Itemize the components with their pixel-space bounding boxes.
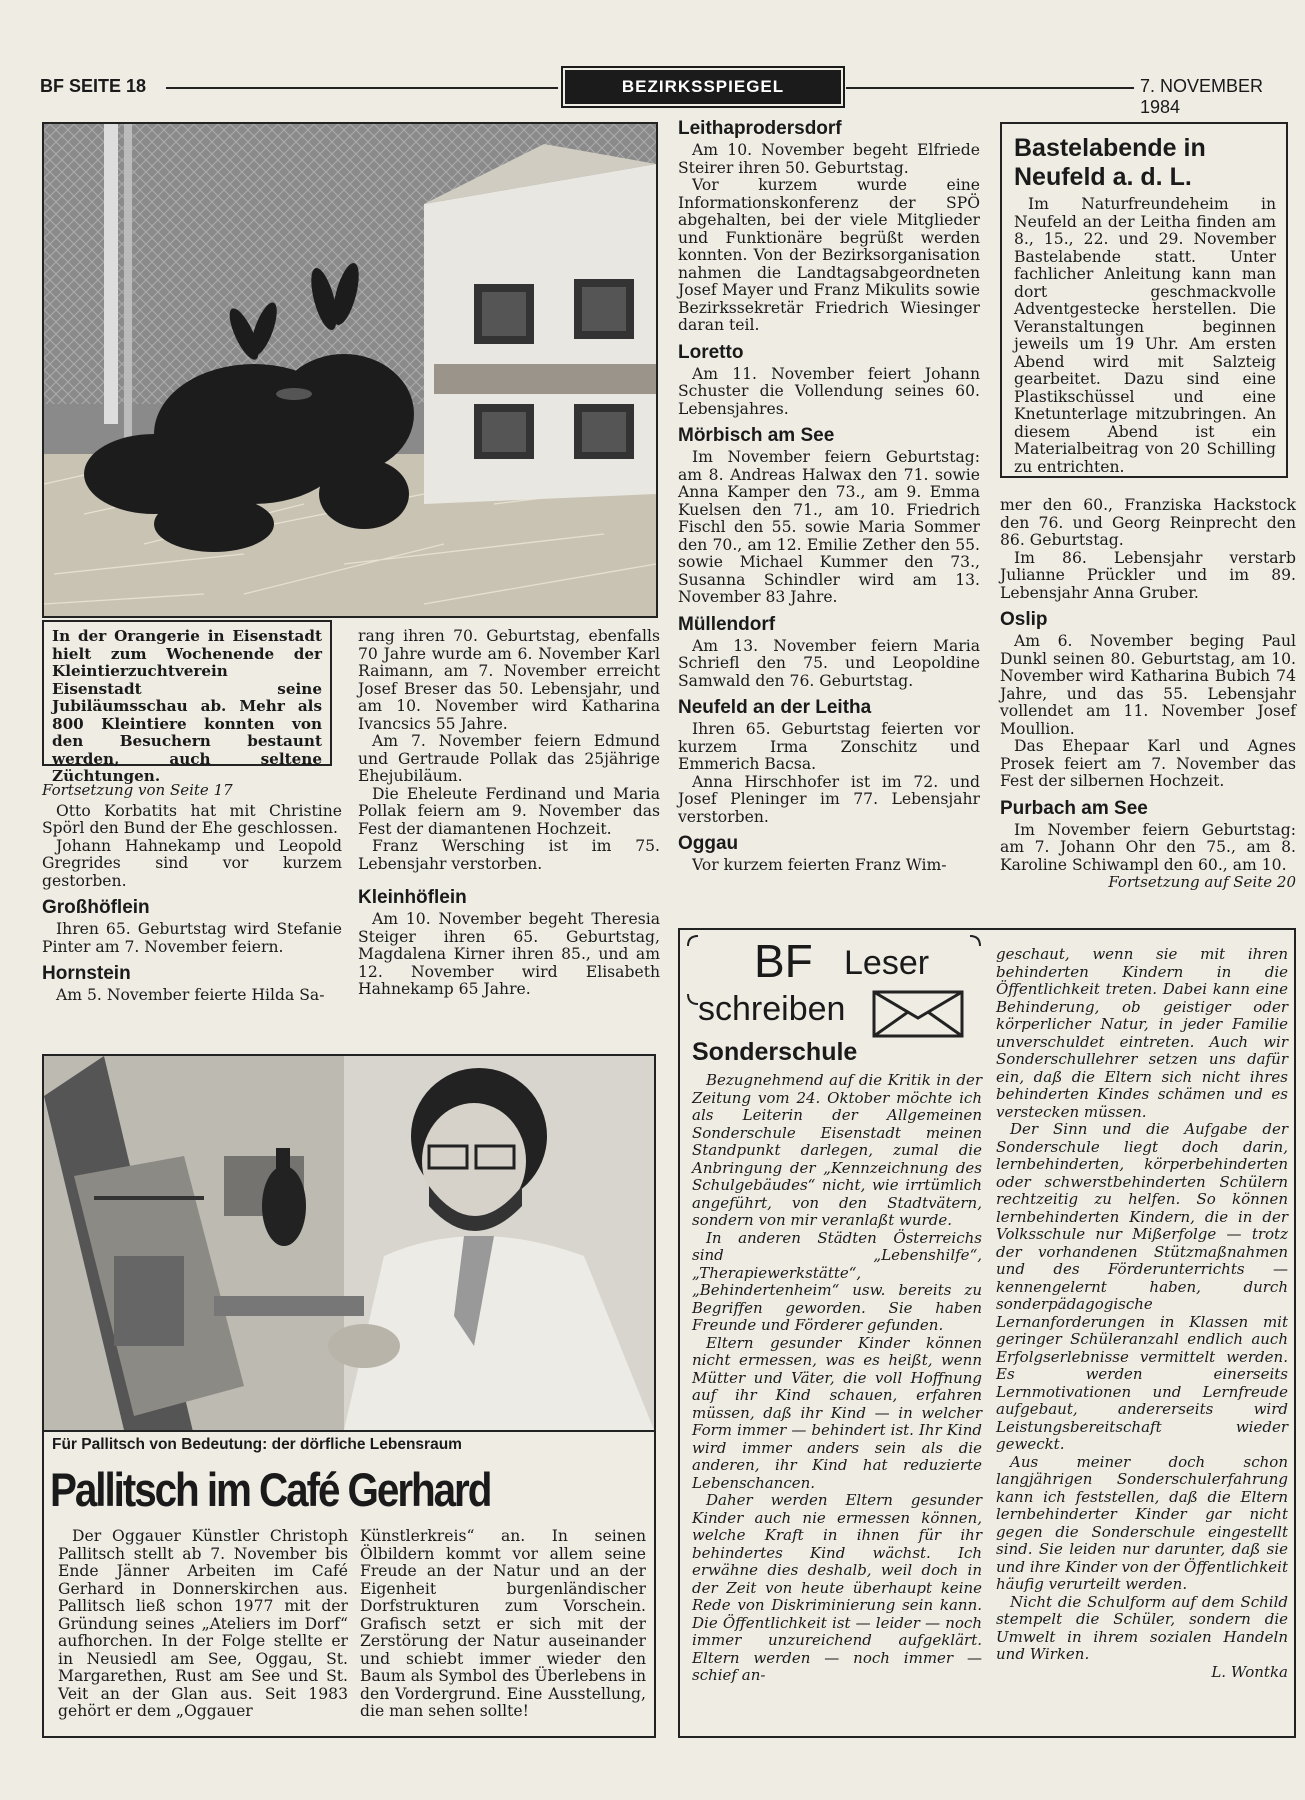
leserbrief-paragraph: geschaut, wenn sie mit ihren behinderten Kindern in die Öffentlichkeit treten. Dabei kann eine Behinderung, ob geistiger oder körperlicher Natur, in jeder Familie unverschuldet eintreten. Auch wir Sonderschullehrer setzen uns dafür ein, daß die Eltern sich nicht ihres behinderten Kindes schämen und es verstecken müssen. (996, 945, 1288, 1121)
col1-paragraph: Otto Korbatits hat mit Christine Spörl den Bund der Ehe geschlossen. (42, 801, 342, 837)
col2-paragraph: Am 10. November begeht Theresia Steiger ihren 65. Geburtstag, Magdalena Kirner ihren 85., und am 12. November wird Elisabeth Hahnekamp 65 Jahre. (358, 910, 660, 998)
leser-schreiben-logo (684, 934, 984, 1042)
col4-paragraph: Das Ehepaar Karl und Agnes Prosek feiert am 7. November das Fest der silbernen Hochzeit. (1000, 737, 1296, 790)
col1-paragraph: Johann Hahnekamp und Leopold Gregrides sind vor kurzem gestorben. (42, 836, 342, 890)
logo-bf: BF (754, 935, 813, 987)
page-number: BF SEITE 18 (40, 76, 147, 96)
heading-oggau: Oggau (678, 833, 739, 854)
col4-paragraph: mer den 60., Franziska Hackstock den 76. und Georg Reinprecht den 86. Geburtstag. (1000, 496, 1296, 549)
leserbrief-signature: L. Wontka (1211, 1662, 1288, 1681)
continued-from: Fortsetzung von Seite 17 (42, 781, 233, 799)
header-rule-right (846, 87, 1134, 89)
col3-paragraph: Vor kurzem feierten Franz Wim- (692, 856, 947, 874)
col2-paragraph: Am 7. November feiern Edmund und Gertraude Pollak das 25jährige Ehejubiläum. (358, 732, 660, 785)
leserbrief-paragraph: Eltern gesunder Kinder können nicht ermessen, was es heißt, wenn Mütter und Väter, die voll Hoffnung auf ihr Kind schauen, erfahren müssen, daß ihr Kind — in welcher Form immer — behindert ist. Ihr Kind wird immer anders sein als die anderen, ihr Kind hat reduzierte Lebenschancen. (692, 1333, 982, 1492)
heading-neufeld: Neufeld an der Leitha (678, 697, 872, 718)
col3-paragraph: Am 10. November begeht Elfriede Steirer ihren 50. Geburtstag. (678, 141, 980, 177)
pallitsch-photo-image (44, 1056, 654, 1430)
bastelabende-body: Im Naturfreundeheim in Neufeld an der Leitha finden am 8., 15., 22. und 29. November Bastelabende statt. Unter fachlicher Anleitung kann man dort geschmackvolle Adventgestecke herstellen. Die Veranstaltungen beginnen jeweils um 19 Uhr. Am ersten Abend wird mit Salzteig gearbeitet. Dazu sind eine Plastikschüssel und eine Knetunterlage mitzubringen. An diesem Abend ist ein Materialbeitrag von 20 Schilling zu entrichten. (1014, 195, 1276, 476)
heading-kleinhoeflein: Kleinhöflein (358, 887, 467, 908)
col3-paragraph: Am 11. November feiert Johann Schuster die Vollendung seines 60. Lebensjahres. (678, 364, 980, 418)
col3-paragraph: Im November feiern Geburtstag: am 8. Andreas Halwax den 71. sowie Anna Kamper den 73., am 9. Emma Kuelsen den 71., am 10. Friedrich Fischl den 55. sowie Maria Sommer den 70., am 12. Emilie Zether den 55. sowie Michael Kummer den 73., Susanna Schindler wird am 13. November 83 Jahre. (678, 448, 980, 606)
issue-date: 7. NOVEMBER 1984 (1140, 76, 1264, 117)
heading-leithaprodersdorf: Leithaprodersdorf (678, 118, 842, 139)
pallitsch-kicker: Für Pallitsch von Bedeutung: der dörfliche Lebensraum (52, 1436, 462, 1453)
leserbrief-paragraph: Aus meiner doch schon langjährigen Sonderschulerfahrung kann ich feststellen, daß die Eltern lernbehinderter Kinder gar nicht gegen die Sonderschule eingestellt sind. Sie leiden nur darunter, daß sie und ihre Kinder von der Öffentlichkeit häufig verurteilt werden. (996, 1452, 1288, 1593)
leserbrief-paragraph: Der Sinn und die Aufgabe der Sonderschule liegt doch darin, lernbehinderten, körperbehinderten oder schwerstbehinderten Schülern rechtzeitig zu helfen. So können lernbehinderten Kindern, die in der Volksschule nur Mißerfolge — trotz der vorhandenen Stützmaßnahmen und des Förderunterrichts — kennengelernt haben, durch sonderpädagogische Lernanforderungen in Klassen mit geringer Schüleranzahl endlich auch Erfolgserlebnisse vermittelt werden. Es werden einerseits Lernmotivationen und Lernfreude aufgebaut, andererseits wird Leistungsbereitschaft wieder geweckt. (996, 1120, 1288, 1453)
pallitsch-body-col1: Der Oggauer Künstler Christoph Pallitsch stellt ab 7. November bis Ende Jänner Arbeiten im Café Gerhard in Donnerskirchen aus. Pallitsch ließ schon 1977 mit der Gründung seines „Ateliers im Dorf“ aufhorchen. In der Folge stellte er in Neusiedl am See, Oggau, St. Margarethen, Rust am See und St. Veit an der Glan aus. Seit 1983 gehört er dem „Oggauer (58, 1527, 348, 1720)
leserbrief-col2 (996, 946, 1288, 1681)
column-4 (1000, 497, 1296, 892)
leserbrief-title: Sonderschule (692, 1038, 858, 1066)
col1-paragraph: Ihren 65. Geburtstag wird Stefanie Pinter am 7. November feiern. (42, 920, 342, 956)
leserbrief-paragraph: Nicht die Schulform auf dem Schild stempelt die Schüler, sondern die Umwelt in ihrem sozialen Handeln und Wirken. (996, 1592, 1288, 1663)
column-2 (358, 628, 660, 999)
leserbrief-box (678, 928, 1296, 1738)
heading-muellendorf: Müllendorf (678, 613, 776, 635)
logo-schreiben: schreiben (698, 990, 846, 1028)
rabbit-photo-image (44, 124, 656, 616)
heading-loretto: Loretto (678, 341, 744, 363)
leserbrief-paragraph: Bezugnehmend auf die Kritik in der Zeitung vom 24. Oktober möchte ich als Leiterin der Allgemeinen Sonderschule Eisenstadt meinen Standpunkt darlegen, zumal die Anbringung der „Kennzeichnung des Schulgebäudes“ nicht, wie irrtümlich angeführt, von den Stadtvätern, sondern von mir veranlaßt wurde. (692, 1071, 982, 1229)
heading-purbach: Purbach am See (1000, 797, 1148, 819)
column-3 (678, 118, 980, 875)
rabbit-caption-box (42, 620, 332, 785)
col2-paragraph: Die Eheleute Ferdinand und Maria Pollak feiern am 9. November das Fest der diamantenen Hochzeit. (358, 784, 660, 838)
envelope-icon (872, 990, 964, 1038)
logo-leser: Leser (844, 944, 930, 982)
col1-paragraph: Am 5. November feierte Hilda Sa- (56, 986, 325, 1004)
continued-to: Fortsetzung auf Seite 20 (1108, 873, 1296, 891)
bastelabende-title-line1: Bastelabende in (1014, 134, 1206, 162)
col2-paragraph: rang ihren 70. Geburtstag, ebenfalls 70 Jahre wurde am 6. November Karl Raimann, am 7. November erreicht Josef Breser das 50. Lebensjahr, und am 10. November wird Katharina Ivancsics 55 Jahre. (358, 627, 660, 733)
heading-oslip: Oslip (1000, 609, 1048, 630)
section-title: BEZIRKSSPIEGEL (565, 70, 841, 104)
rabbit-caption: In der Orangerie in Eisenstadt hielt zum Wochenende der Kleintierzuchtverein Eisenstadt seine Jubiläumsschau ab. Mehr als 800 Kleintiere konnten von den Besuchern bestaunt werden, auch seltene Züchtungen. (52, 627, 322, 785)
column-1 (42, 782, 342, 1005)
heading-moerbisch: Mörbisch am See (678, 425, 835, 446)
bastelabende-title-line2: Neufeld a. d. L. (1014, 163, 1192, 191)
pallitsch-title: Pallitsch im Café Gerhard (50, 1463, 491, 1516)
header-rule-left (166, 87, 558, 89)
heading-hornstein: Hornstein (42, 963, 131, 984)
bastelabende-box (1000, 122, 1288, 478)
col3-paragraph: Vor kurzem wurde eine Informationskonferenz der SPÖ abgehalten, bei der viele Mitglieder und Funktionäre begrüßt werden konnten. Von der Bezirksorganisation nahmen die Landtagsabgeordneten Josef Mayer und Franz Mikulits sowie Bezirkssekretär Friedrich Wiesinger daran teil. (678, 176, 980, 334)
leserbrief-col1 (692, 1072, 982, 1685)
col4-paragraph: Im 86. Lebensjahr verstarb Julianne Prückler und im 89. Lebensjahr Anna Gruber. (1000, 548, 1296, 602)
heading-grosshoeflein: Großhöflein (42, 897, 150, 918)
col3-paragraph: Ihren 65. Geburtstag feierten vor kurzem Irma Zonschitz und Emmerich Bacsa. (678, 720, 980, 773)
leserbrief-paragraph: Daher werden Eltern gesunder Kinder auch nie ermessen können, welche Kraft in ihnen für ihr behindertes Kind wächst. Ich erwähne dies deshalb, weil doch in der Zeit von heute überhaupt keine Rede von Diskriminierung sein kann. Die Öffentlichkeit ist — leider — noch immer unzureichend aufgeklärt. Eltern werden — noch immer — schief an- (692, 1491, 982, 1684)
pallitsch-body-col2: Künstlerkreis“ an. In seinen Ölbildern kommt vor allem seine Freude an der Natur und an der Eigenheit burgenländischer Dorfstrukturen zum Vorschein. Grafisch setzt er sich mit der Zerstörung der Natur auseinander und schiebt immer wieder den Baum als Symbol des Überlebens in den Vordergrund. Eine Ausstellung, die man sehen sollte! (360, 1527, 646, 1720)
col3-paragraph: Anna Hirschhofer ist im 72. und Josef Pleninger im 77. Lebensjahr verstorben. (678, 772, 980, 826)
page-header (40, 66, 1295, 117)
leserbrief-paragraph: In anderen Städten Österreichs sind „Lebenshilfe“, „Therapiewerkstätte“, „Behindertenheim“ usw. bereits zu Begriffen geworden. Sie haben Freunde und Förderer gefunden. (692, 1228, 982, 1334)
col4-paragraph: Im November feiern Geburtstag: am 7. Johann Ohr den 75., am 8. Karoline Schiwampl den 60., am 10. (1000, 820, 1296, 874)
pallitsch-article (42, 1054, 656, 1738)
rabbit-photo (42, 122, 658, 618)
col4-paragraph: Am 6. November beging Paul Dunkl seinen 80. Geburtstag, am 10. November wird Katharina Bubich 74 Jahre, und das 55. Lebensjahr vollendet am 11. November Josef Moullion. (1000, 632, 1296, 738)
pallitsch-photo (44, 1056, 654, 1432)
col2-paragraph: Franz Wersching ist im 75. Lebensjahr verstorben. (358, 837, 660, 873)
col3-paragraph: Am 13. November feiern Maria Schriefl den 75. und Leopoldine Samwald den 76. Geburtstag. (678, 636, 980, 690)
